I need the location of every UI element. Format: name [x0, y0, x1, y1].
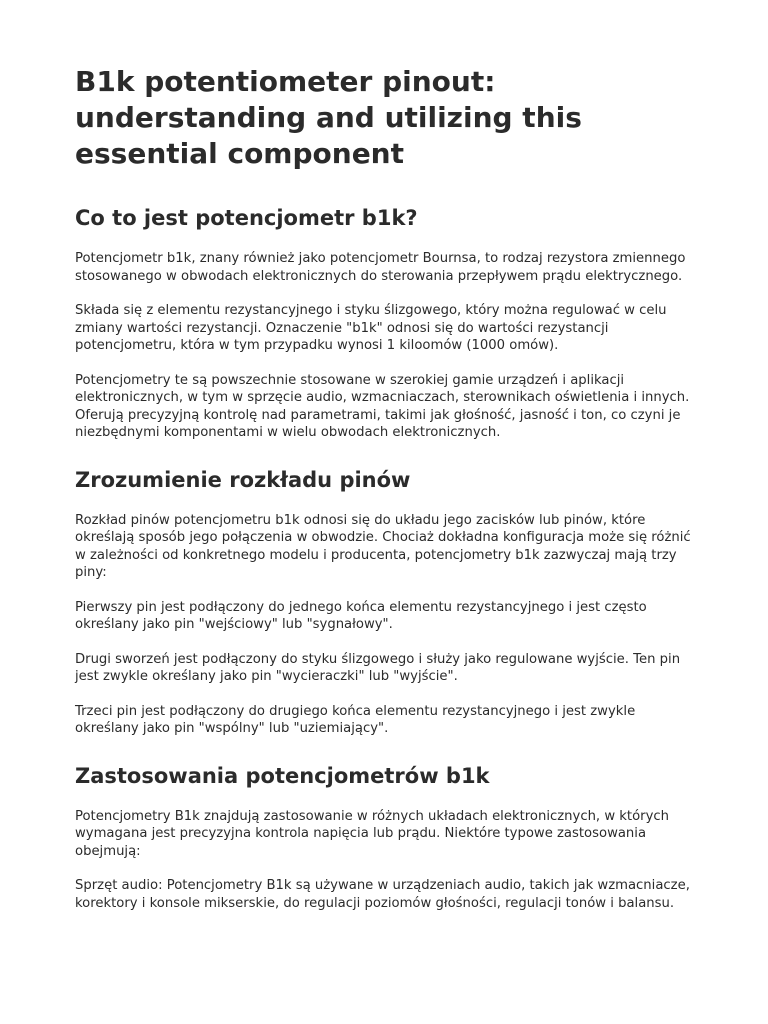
section-what-is	[75, 204, 695, 442]
document-page	[75, 64, 695, 929]
section-heading: Zrozumienie rozkładu pinów	[75, 467, 411, 492]
section-applications	[75, 762, 695, 913]
paragraph: Potencjometr b1k, znany również jako potencjometr Bournsa, to rodzaj rezystora zmiennego stosowanego w obwodach elektronicznych do sterowania przepływem prądu elektrycznego.	[75, 251, 686, 284]
paragraph: Drugi sworzeń jest podłączony do styku ślizgowego i służy jako regulowane wyjście. Ten pin jest zwykle określany jako pin "wycieraczki" lub "wyjście".	[75, 651, 681, 684]
section-pinout	[75, 466, 695, 738]
paragraph: Potencjometry te są powszechnie stosowane w szerokiej gamie urządzeń i aplikacji elektronicznych, w tym w sprzęcie audio, wzmacniaczach, sterownikach oświetlenia i innych. Oferują precyzyjną kontrolę nad parametrami, takimi jak głośność, jasność i ton, co czyni je niezbędnymi komponentami w wielu obwodach elektronicznych.	[75, 372, 690, 440]
paragraph: Trzeci pin jest podłączony do drugiego końca elementu rezystancyjnego i jest zwykle określany jako pin "wspólny" lub "uziemiający".	[75, 703, 636, 736]
paragraph: Rozkład pinów potencjometru b1k odnosi się do układu jego zacisków lub pinów, które określają sposób jego połączenia w obwodzie. Chociaż dokładna konfiguracja może się różnić w zależności od konkretnego modelu i producenta, potencjometry b1k zazwyczaj mają trzy piny:	[75, 512, 691, 580]
page-title: B1k potentiometer pinout: understanding and utilizing this essential component	[75, 65, 582, 170]
section-heading: Zastosowania potencjometrów b1k	[75, 763, 490, 788]
paragraph: Składa się z elementu rezystancyjnego i styku ślizgowego, który można regulować w celu zmiany wartości rezystancji. Oznaczenie "b1k" odnosi się do wartości rezystancji potencjometru, która w tym przypadku wynosi 1 kiloomów (1000 omów).	[75, 303, 667, 353]
paragraph: Sprzęt audio: Potencjometry B1k są używane w urządzeniach audio, takich jak wzmacniacze, korektory i konsole mikserskie, do regulacji poziomów głośności, regulacji tonów i balansu.	[75, 878, 690, 911]
section-heading: Co to jest potencjometr b1k?	[75, 206, 418, 230]
paragraph: Potencjometry B1k znajdują zastosowanie w różnych układach elektronicznych, w których wymagana jest precyzyjna kontrola napięcia lub prądu. Niektóre typowe zastosowania obejmują:	[75, 808, 670, 859]
paragraph: Pierwszy pin jest podłączony do jednego końca elementu rezystancyjnego i jest często określany jako pin "wejściowy" lub "sygnałowy".	[75, 599, 647, 632]
